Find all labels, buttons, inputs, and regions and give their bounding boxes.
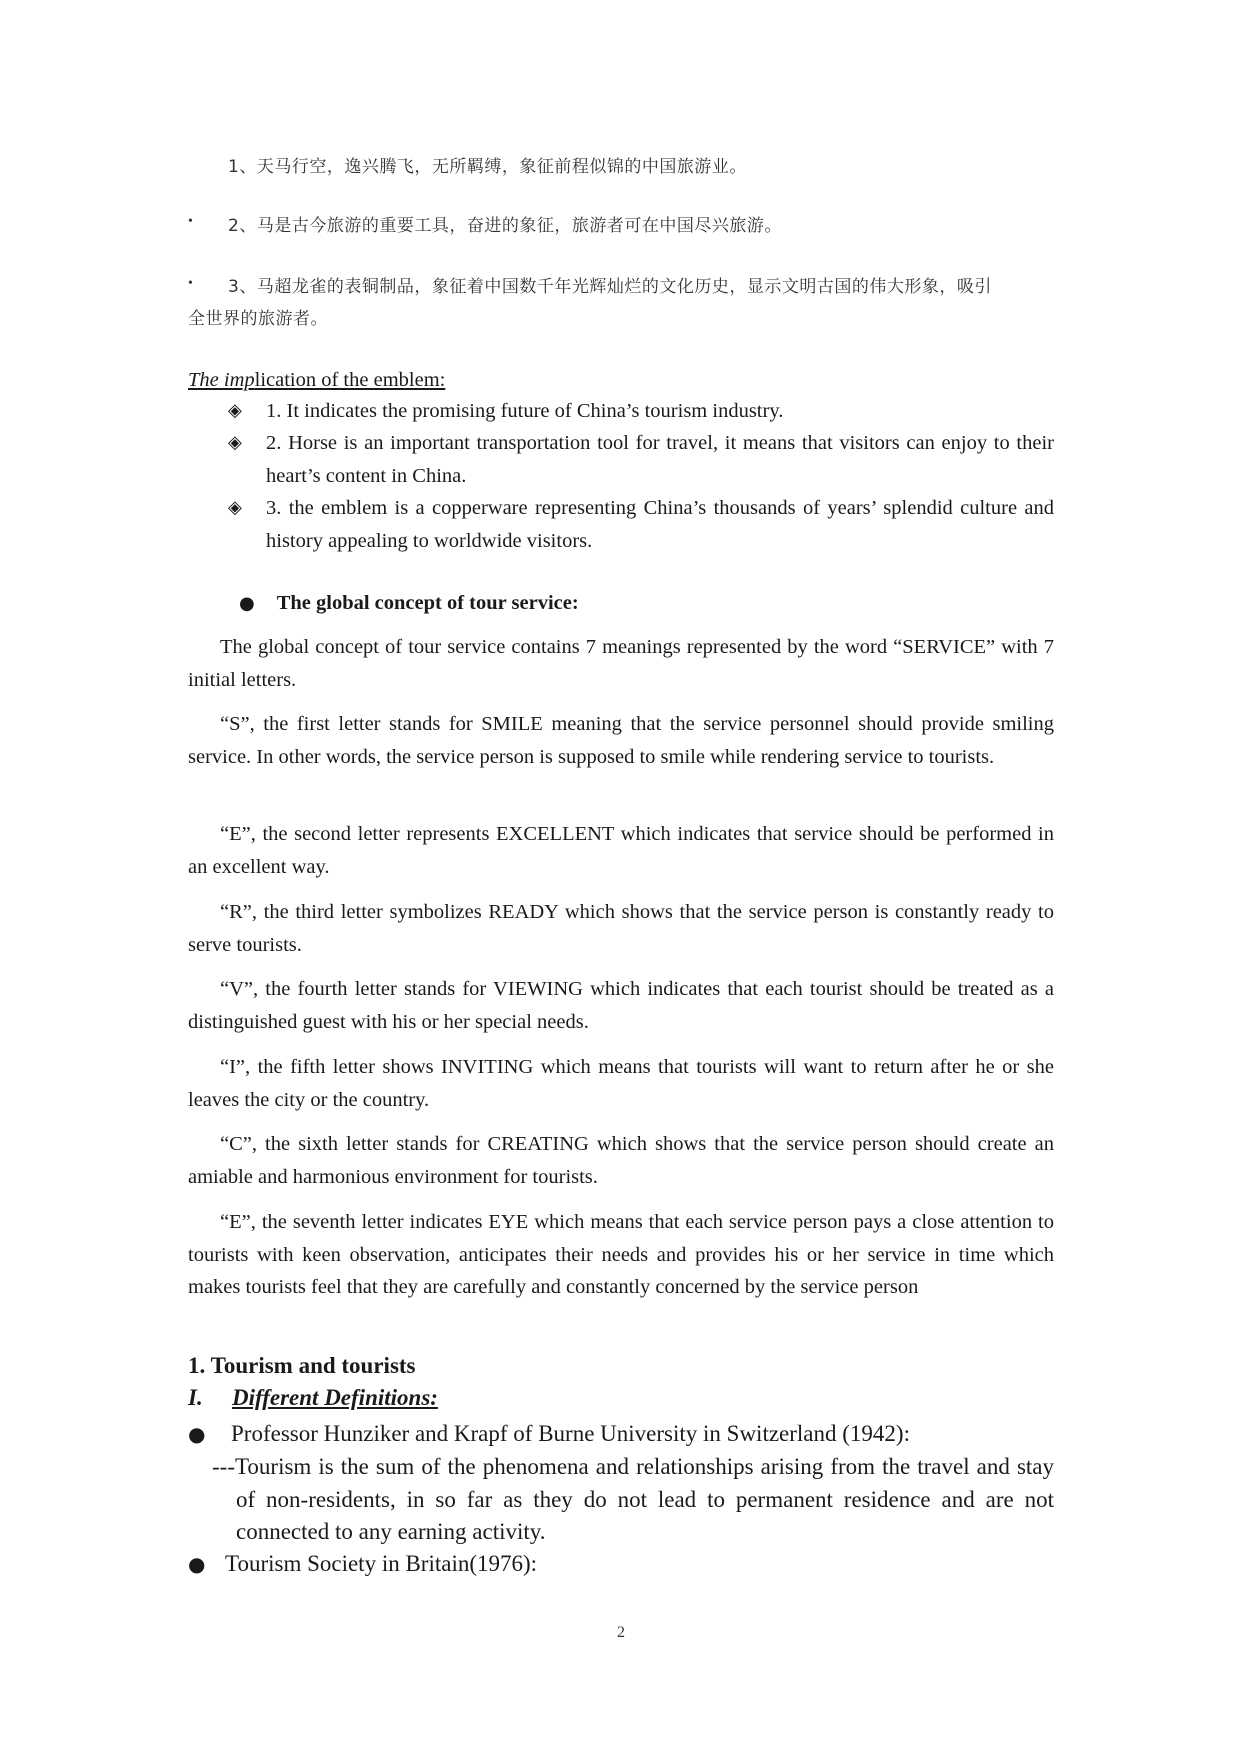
concept-paragraph-intro: The global concept of tour service contains 7 meanings represented by the word “SERVICE” with 7 initial letters.	[188, 636, 1054, 691]
concept-paragraph-c: “C”, the sixth letter stands for CREATING which shows that the service person should create an amiable and harmonious environment for tourists.	[188, 1133, 1054, 1188]
section-subtitle	[188, 1385, 438, 1411]
definition-item-1-body: ---Tourism is the sum of the phenomena and relationships arising from the travel and stay of non-residents, in so far as they do not lead to permanent residence and are not connected to any earning activity.	[212, 1454, 1054, 1544]
diamond-bullet-icon: ◈	[228, 497, 242, 518]
cn-bullet-2: •	[188, 276, 193, 291]
implication-title-italic: The imp	[188, 369, 255, 391]
diamond-bullet-icon: ◈	[228, 432, 242, 453]
filled-circle-bullet-icon: ●	[188, 1422, 206, 1446]
implication-item-text: 1. It indicates the promising future of China’s tourism industry.	[266, 400, 784, 422]
concept-heading	[239, 592, 579, 615]
cn-line-3: 3、马超龙雀的表铜制品，象征着中国数千年光辉灿烂的文化历史，显示文明古国的伟大形象，吸引	[228, 277, 992, 297]
section-subtitle-number: I.	[188, 1385, 203, 1410]
cn-line-2: 2、马是古今旅游的重要工具，奋进的象征，旅游者可在中国尽兴旅游。	[228, 216, 782, 236]
filled-circle-bullet-icon: ●	[239, 593, 255, 614]
section-subtitle-text: Different Definitions:	[232, 1385, 438, 1410]
section-title: 1. Tourism and tourists	[188, 1353, 416, 1378]
definition-item-2	[188, 1548, 1054, 1581]
diamond-bullet-icon: ◈	[228, 400, 242, 421]
implication-item-text: 2. Horse is an important transportation tool for travel, it means that visitors can enjoy to their heart’s content in China.	[266, 432, 1054, 487]
definition-item-head: Professor Hunziker and Krapf of Burne University in Switzerland (1942):	[231, 1421, 910, 1446]
implication-item-2	[228, 427, 1054, 492]
definition-item-head: Tourism Society in Britain(1976):	[225, 1551, 538, 1576]
concept-paragraph-r: “R”, the third letter symbolizes READY which shows that the service person is constantly ready to serve tourists.	[188, 901, 1054, 956]
implication-item-3	[228, 492, 1054, 557]
concept-paragraph-e2: “E”, the seventh letter indicates EYE which means that each service person pays a close attention to tourists with keen observation, anticipates their needs and provides his or her service in time which makes tourists feel that they are carefully and constantly concerned by the service person	[188, 1211, 1054, 1298]
implication-title-rest: lication of the emblem:	[254, 369, 446, 391]
concept-paragraph-e1: “E”, the second letter represents EXCELLENT which indicates that service should be performed in an excellent way.	[188, 823, 1054, 878]
page-number: 2	[617, 1624, 625, 1641]
cn-bullet-1: •	[188, 214, 193, 229]
implication-item-1	[228, 395, 1054, 428]
concept-paragraph-i: “I”, the fifth letter shows INVITING which means that tourists will want to return after he or she leaves the city or the country.	[188, 1056, 1054, 1111]
definition-item-1	[188, 1418, 1054, 1451]
cn-line-1: 1、天马行空，逸兴腾飞，无所羁缚，象征前程似锦的中国旅游业。	[228, 157, 747, 177]
document-page	[188, 0, 1054, 1754]
implication-item-text: 3. the emblem is a copperware representing China’s thousands of years’ splendid culture and history appealing to worldwide visitors.	[266, 497, 1054, 552]
concept-heading-text: The global concept of tour service:	[276, 592, 579, 614]
cn-line-4: 全世界的旅游者。	[188, 309, 328, 329]
concept-paragraph-s: “S”, the first letter stands for SMILE meaning that the service personnel should provide smiling service. In other words, the service person is supposed to smile while rendering service to tourists.	[188, 713, 1054, 768]
concept-paragraph-v: “V”, the fourth letter stands for VIEWING which indicates that each tourist should be treated as a distinguished guest with his or her special needs.	[188, 978, 1054, 1033]
implication-title	[188, 364, 445, 396]
filled-circle-bullet-icon: ●	[188, 1552, 206, 1576]
